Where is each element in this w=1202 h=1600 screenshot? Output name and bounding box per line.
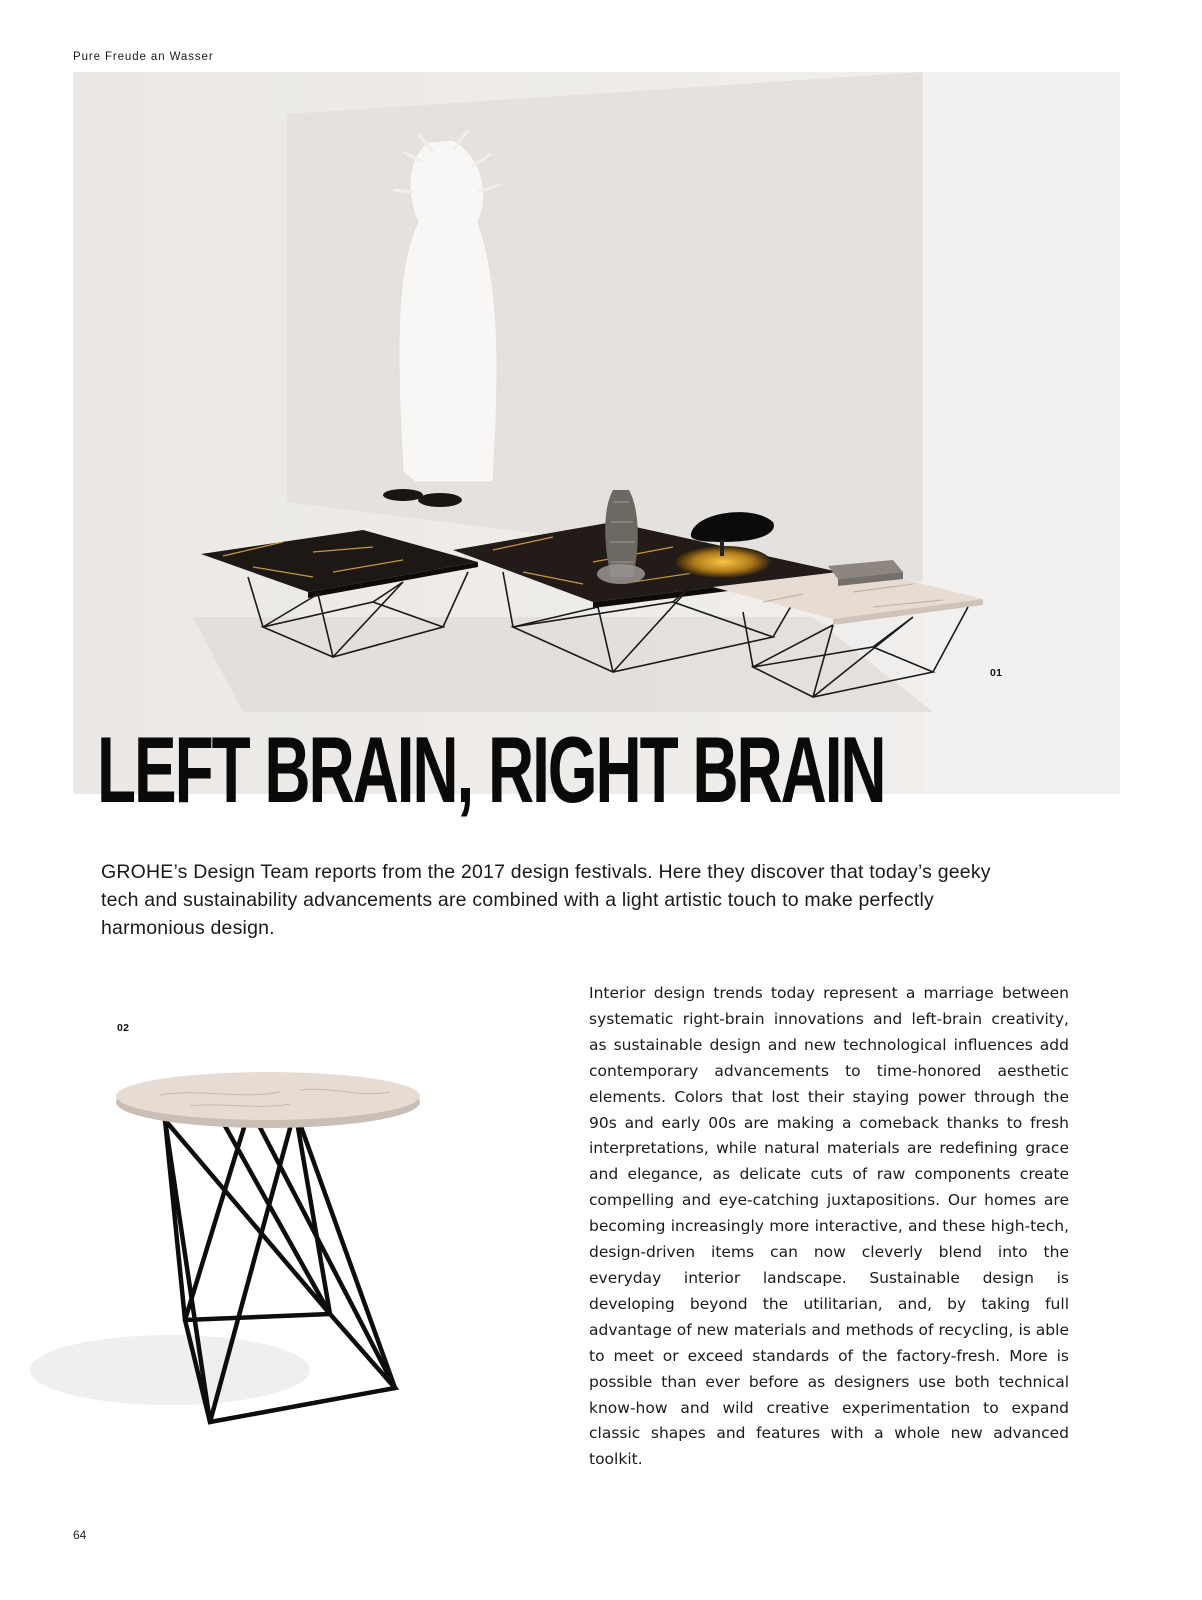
article-deck: GROHE’s Design Team reports from the 2017 design festivals. Here they discover that today’s geeky tech and sustainability advancements are combined with a light artistic touch to make perfectly harmonious design.	[101, 861, 991, 939]
article-body: Interior design trends today represent a marriage between systematic right-brain innovations and left-brain creativity, as sustainable design and new technological influences add contemporary advancements to time-honored aesthetic elements. Colors that lost their staying power through the 90s and early 00s are making a comeback thanks to fresh interpretations, while natural materials are redefining grace and elegance, as delicate cuts of raw components create compelling and eye-catching juxtapositions. Our homes are becoming increasingly more interactive, and these high-tech, design-driven items can now cleverly blend into the everyday interior landscape. Sustainable design is developing beyond the utilitarian, and, by taking full advantage of new materials and methods of recycling, is able to meet or exceed standards of the factory-fresh. More is possible than ever before as designers use both technical know-how and wild creative experimentation to expand classic shapes and features with a whole new advanced toolkit.	[589, 984, 1069, 1469]
hanging-panel	[287, 72, 923, 582]
side-table-photo	[20, 1040, 490, 1440]
running-title: Pure Freude an Wasser	[73, 51, 214, 63]
hero-photo	[73, 72, 1120, 794]
hero-illustration	[73, 72, 1120, 794]
marble-top	[116, 1072, 420, 1120]
page-number: 64	[73, 1528, 87, 1542]
article-title: LEFT BRAIN, RIGHT BRAIN	[97, 717, 885, 822]
side-wall	[923, 72, 1120, 794]
figure-label-02: 02	[117, 1022, 130, 1034]
figure-label-01: 01	[990, 667, 1003, 679]
side-table-shadow	[30, 1335, 310, 1405]
